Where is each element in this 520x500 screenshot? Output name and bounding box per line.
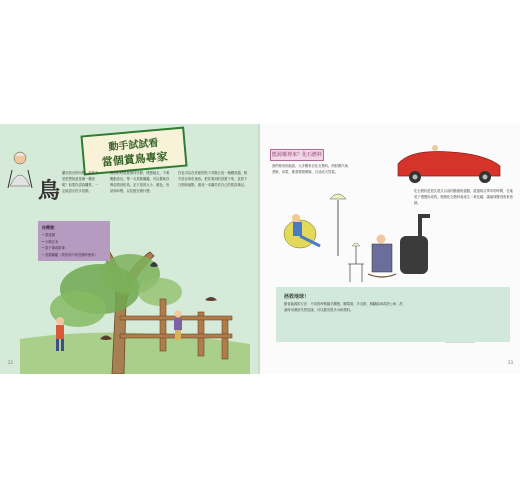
materials-list <box>42 232 98 258</box>
page-number-left: 22 <box>8 360 14 365</box>
drop-cap-bird: 鳥 <box>38 179 61 204</box>
save-earth-title: 拯救地球！ <box>284 294 310 300</box>
materials-title: 你需要： <box>42 225 58 230</box>
save-earth-body: 節省能源的方法：不用的時候隨手關燈、關電視；多走路、騎腳踏車或搭公車；洗澡時用淋浴代替泡澡，可以節省很多水和燃料。 <box>284 302 403 312</box>
book-spread <box>0 124 520 374</box>
materials-item: • 望遠鏡 <box>42 233 55 237</box>
page-number-right: 23 <box>508 360 514 365</box>
materials-item: • 小筆記本 <box>42 239 59 244</box>
body-column-2: 化石燃料是很久很久以前的動植物遺骸，經過幾百萬年的時間，在地底下慢慢形成的。燃燒化石燃料會產生二氧化碳，讓地球變得愈來愈熱。 <box>414 189 513 205</box>
body-column-1: 我們使用的能源，大多數來自化石燃料。例如開汽車、煮飯、用電，都需要燃燒煤、石油或天然氣。 <box>272 164 352 174</box>
intro-text: 聽到鳥兒的叫聲，你是不是很想知道是哪一種鳥呢？如果你認真觀察，一定能認出許多鳥類。 <box>62 171 99 193</box>
body-column-1: 賞鳥的時候要保持安靜，慢慢地走，不要驚動鳥兒。帶一本鳥類圖鑑，可以幫助你辨認看到的鳥。記下鳥的大小、顏色、形狀和叫聲，以及牠在做什麼。 <box>110 171 170 193</box>
materials-item: • 原子筆或鉛筆 <box>42 246 65 250</box>
banner-line-1: 動手試試看 <box>108 137 159 154</box>
right-page <box>260 124 520 374</box>
left-page <box>0 124 260 374</box>
section-title: 能源哪裡來？化石燃料 <box>270 149 324 161</box>
body-column-2: 你也可以在家裡的院子或陽台放一個餵鳥器，吸引鳥兒來吃東西。把你看到的鳥畫下來，並寫下日期和地點，做成一本屬於你自己的賞鳥筆記。 <box>178 171 248 187</box>
materials-item: • 鳥類圖鑑（供找到不同鳥類時使用） <box>42 252 98 257</box>
banner-line-2: 當個賞鳥專家 <box>101 150 169 169</box>
materials-box <box>38 221 110 261</box>
save-earth-box <box>276 287 510 342</box>
